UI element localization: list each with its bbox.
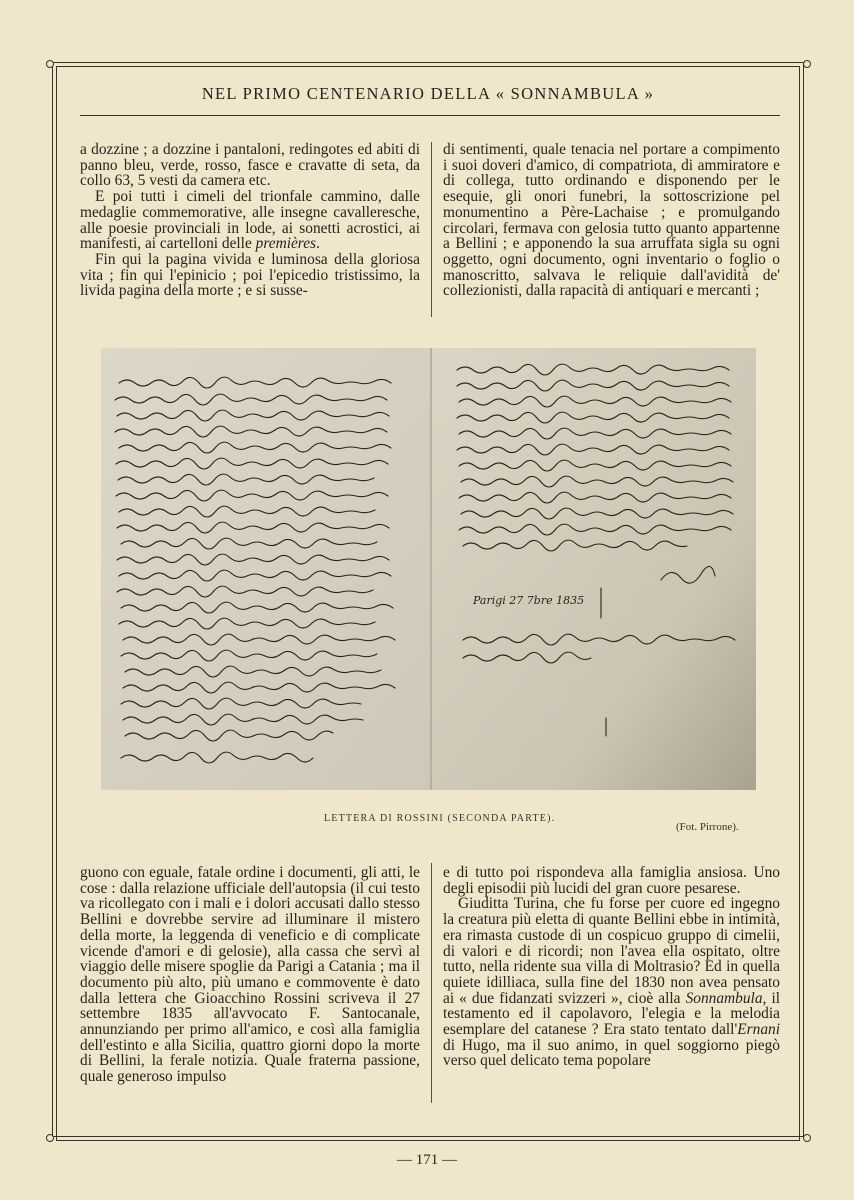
column-divider: [431, 142, 432, 317]
handwriting-illustration: [101, 348, 756, 790]
frame-right-rule: [803, 62, 804, 1137]
frame-top-rule: [52, 62, 804, 63]
paragraph: Fin qui la pagina vivida e luminosa della gloriosa vita ; fin qui l'epinicio ; poi l'epicedio tristissimo, la livida pagina della morte ; e si susse-: [80, 250, 420, 300]
frame-corner-ornament: [46, 60, 54, 68]
frame-corner-ornament: [803, 1134, 811, 1142]
letter-photograph: [101, 348, 756, 790]
letter-date-handwriting: Parigi 27 7bre 1835: [473, 594, 585, 607]
frame-corner-ornament: [803, 60, 811, 68]
paragraph: [80, 189, 420, 252]
text-span: .: [316, 235, 320, 253]
right-letter-sheet: [431, 348, 756, 790]
paragraph: [443, 896, 780, 1069]
running-header: NEL PRIMO CENTENARIO DELLA « SONNAMBULA »: [201, 84, 655, 103]
paragraph: a dozzine ; a dozzine i pantaloni, redingotes ed abiti di panno bleu, verde, rosso, fasce e cravatte di seta, da collo 63, 5 vesti da camera etc.: [80, 141, 420, 190]
top-left-column: [80, 142, 420, 299]
photo-credit: (Fot. Pirrone).: [676, 821, 739, 833]
opera-title: Sonnambula: [685, 989, 763, 1007]
opera-title: Ernani: [737, 1021, 780, 1039]
frame-bottom-rule: [52, 1136, 804, 1137]
frame-left-rule: [52, 62, 53, 1137]
text-span: di Hugo, ma il suo animo, in quel soggiorno piegò verso quel delicato tema popolare: [443, 1036, 780, 1070]
frame-top-rule-inner: [56, 66, 800, 67]
bottom-right-column: [443, 865, 780, 1069]
text-span: Giuditta Turina, che fu forse per cuore ed ingegno la creatura più eletta di quante Bellini ebbe in intimità, era rimasta custode di un cospicuo gruppo di cimelii, di valori e di ricordi; non l'avea ella ospitato, oltre tutto, nella ridente sua villa di Moltrasio? Ed in quella quiete idilliaca, sulla fine del 1830 non avea pensato ai « due fidanzati svizzeri », cioè alla: [443, 895, 780, 1007]
bottom-left-column: [80, 865, 420, 1085]
left-letter-sheet: [101, 348, 431, 790]
text-span: E poi tutti i cimeli del trionfale cammino, dalle medaglie commemorative, alle insegne cavalleresche, alle poesie provinciali in lode, ai sonetti acrostici, ai manifesti, ai cartelloni delle: [80, 188, 420, 253]
frame-bottom-rule-inner: [56, 1140, 800, 1141]
paragraph: e di tutto poi rispondeva alla famiglia ansiosa. Uno degli episodii più lucidi del gran cuore pesarese.: [443, 864, 780, 897]
italic-term: premières: [255, 235, 317, 253]
text-span: , il testamento ed il capolavoro, l'elegia e la melodia esemplare del catanese ? Era stato tentato dall': [443, 989, 781, 1039]
frame-left-rule-inner: [56, 66, 57, 1141]
top-right-column: [443, 142, 780, 299]
figure-caption: LETTERA DI ROSSINI (SECONDA PARTE).: [324, 813, 556, 824]
paragraph: guono con eguale, fatale ordine i documenti, gli atti, le cose : dalla relazione ufficiale dell'autopsia (il cui testo va ricollegato con i mali e i dolori accusati dallo stesso Bellini e dovrebbe servire ad illuminare il mistero della morte, la leggenda di veneficio e di complicate vicende d'amori e di gelosie), alla cassa che servì al viaggio delle misere spoglie da Parigi a Catania ; ma il documento più alto, più umano e commovente è dato dalla lettera che Gioacchino Rossini scriveva il 27 settembre 1835 all'avvocato F. Santocanale, annunziando per primo all'amico, e così alla famiglia dell'estinto e alla Sicilia, quattro giorni dopo la morte di Bellini, la ferale notizia. Quale fraterna passione, quale generoso impulso: [80, 864, 420, 1086]
frame-right-rule-inner: [799, 66, 800, 1141]
page-number: — 171 —: [397, 1152, 457, 1168]
column-divider: [431, 863, 432, 1103]
header-underline: [80, 115, 780, 116]
paragraph: di sentimenti, quale tenacia nel portare a compimento i suoi doveri d'amico, di compatriota, di ammiratore e di collega, tutto ordinando e disponendo per le esequie, gli onori funebri, la sottoscrizione pel monumentino a Père-Lachaise ; e promulgando circolari, fermava con gelosia tutto quanto appartenne a Bellini ; e apponendo la sua arruffata sigla su ogni oggetto, ogni documento, ogni inventario o foglio o manoscritto, salvava le reliquie dall'avidità de' collezionisti, dalla rapacità di antiquari e mercanti ;: [443, 141, 780, 300]
frame-corner-ornament: [46, 1134, 54, 1142]
